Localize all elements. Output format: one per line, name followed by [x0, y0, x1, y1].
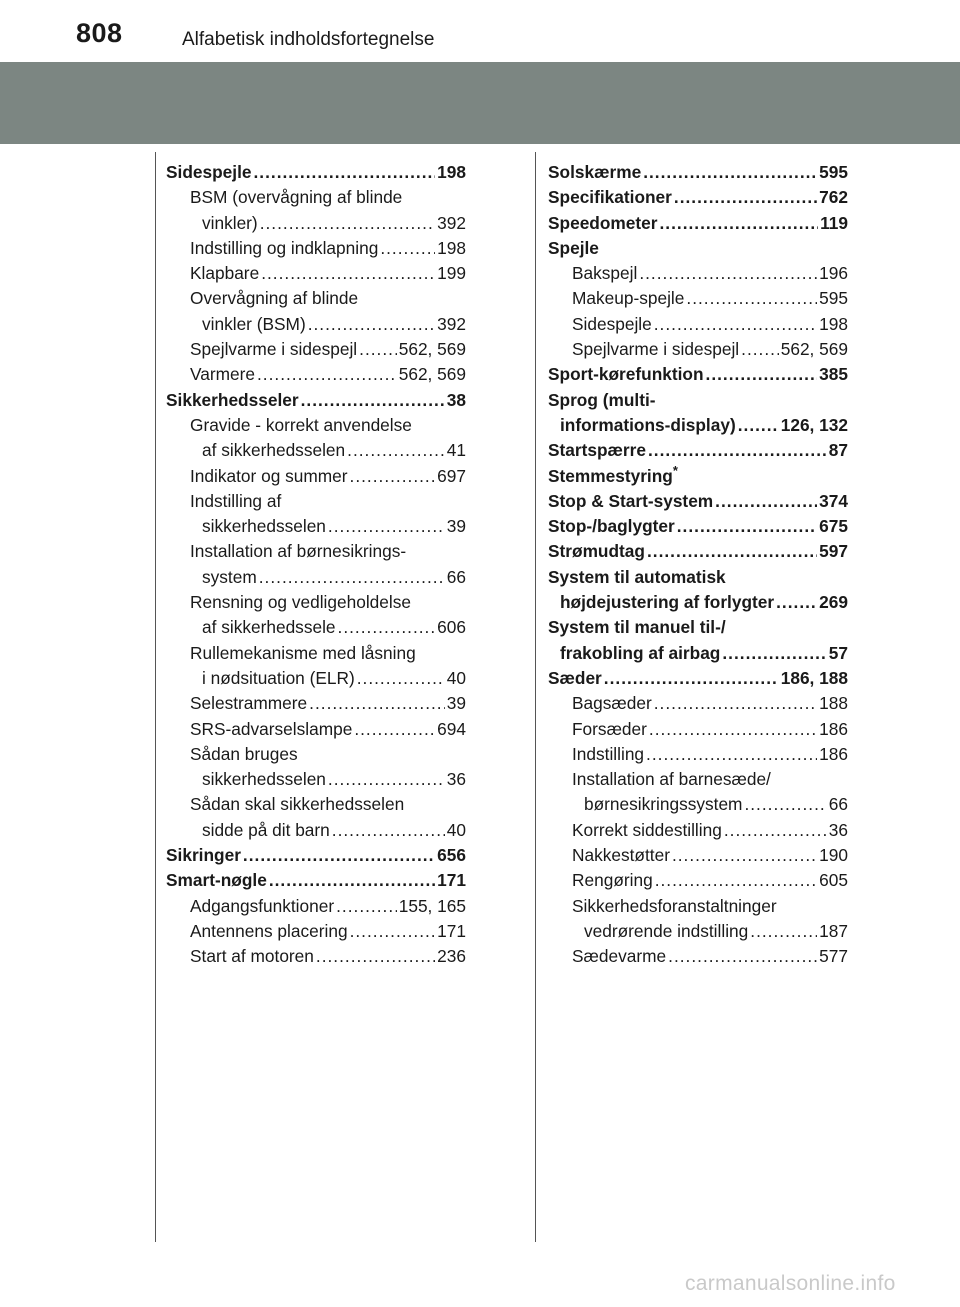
entry-term: Stop-/baglygter — [548, 516, 675, 537]
entry-term-start: Rullemekanisme med låsning — [190, 642, 416, 663]
entry-term: i nødsituation (ELR) — [202, 667, 355, 688]
entry-term: Indstilling og indklapning — [190, 237, 379, 258]
entry-term-start: Installation af børnesikrings- — [190, 541, 407, 562]
entry-page: 595 — [819, 288, 848, 309]
entry-page: 38 — [446, 389, 466, 410]
entry-term: Startspærre — [548, 440, 646, 461]
entry-term: Sæder — [548, 667, 602, 688]
entry-term: Sidespejle — [572, 313, 652, 334]
entry-term: børnesikringssystem — [584, 794, 743, 815]
index-entry — [548, 362, 848, 387]
index-subentry — [548, 818, 848, 843]
index-subentry — [166, 362, 466, 387]
entry-term: Spejlvarme i sidespejl — [190, 339, 358, 360]
entry-term: sikkerhedsselen — [202, 516, 326, 537]
entry-term: Nakkestøtter — [572, 845, 670, 866]
index-subentry — [166, 894, 466, 919]
index-entry — [548, 565, 848, 616]
entry-term-start: Installation af barnesæde/ — [572, 769, 771, 790]
entry-term: Rengøring — [572, 870, 653, 891]
entry-term-start: Sådan skal sikkerhedsselen — [190, 794, 405, 815]
entry-page: 236 — [437, 946, 466, 967]
entry-page: 198 — [437, 237, 466, 258]
entry-term: Spejlvarme i sidespejl — [572, 339, 740, 360]
index-subentry — [166, 337, 466, 362]
entry-term-start: Sådan bruges — [190, 743, 298, 764]
asterisk-mark: * — [672, 462, 678, 478]
page-number: 808 — [76, 18, 123, 48]
entry-page: 595 — [819, 162, 848, 182]
index-entry — [548, 388, 848, 439]
entry-page: 155, 165 — [398, 895, 466, 916]
entry-term: Specifikationer — [548, 187, 672, 208]
entry-page: 577 — [819, 946, 848, 967]
entry-page: 562, 569 — [398, 364, 466, 385]
left-column-rule — [155, 152, 156, 1242]
entry-page: 57 — [828, 642, 848, 663]
entry-page: 694 — [437, 718, 466, 739]
entry-page: 675 — [819, 516, 848, 537]
entry-term: Makeup-spejle — [572, 288, 685, 309]
index-subentry — [166, 185, 466, 236]
entry-term: vinkler) — [202, 212, 258, 233]
entry-term-start: System til manuel til-/ — [548, 617, 726, 638]
entry-term: Forsæder — [572, 718, 647, 739]
entry-term-start: Sikkerhedsforanstaltninger — [572, 895, 777, 916]
entry-term: sidde på dit barn — [202, 819, 330, 840]
index-entry — [548, 160, 848, 185]
entry-page: 66 — [828, 794, 848, 815]
entry-page: 562, 569 — [398, 339, 466, 360]
entry-term: Varmere — [190, 364, 255, 385]
entry-page: 196 — [819, 263, 848, 284]
entry-page: 656 — [437, 845, 466, 866]
index-subentry — [166, 944, 466, 969]
entry-term: Korrekt siddestilling — [572, 819, 722, 840]
entry-page: 40 — [446, 667, 466, 688]
entry-term: Stop & Start-system — [548, 490, 714, 511]
index-subentry — [548, 767, 848, 818]
entry-term: SRS-advarselslampe — [190, 718, 353, 739]
entry-term: af sikkerhedssele — [202, 617, 336, 638]
entry-page: 186, 188 — [780, 667, 848, 688]
index-subentry — [548, 868, 848, 893]
entry-page: 186 — [819, 718, 848, 739]
entry-term-start: Overvågning af blinde — [190, 288, 359, 309]
entry-page: 269 — [819, 592, 848, 613]
index-entry — [166, 160, 466, 185]
watermark: carmanualsonline.info — [685, 1272, 896, 1295]
index-subentry — [548, 312, 848, 337]
entry-term-start: System til automatisk — [548, 566, 726, 587]
index-subentry — [548, 337, 848, 362]
index-entry — [166, 388, 466, 413]
entry-term: Smart-nøgle — [166, 870, 267, 891]
entry-term: Spejle — [548, 237, 599, 258]
entry-page: 126, 132 — [780, 414, 848, 435]
index-subentry — [166, 236, 466, 261]
entry-page: 36 — [828, 819, 848, 840]
index-entry — [548, 185, 848, 210]
entry-term: vinkler (BSM) — [202, 313, 306, 334]
index-subentry — [548, 286, 848, 311]
entry-term: af sikkerhedsselen — [202, 440, 346, 461]
entry-page: 188 — [819, 693, 848, 714]
entry-page: 198 — [819, 313, 848, 334]
entry-term: informations-display) — [560, 414, 736, 435]
index-subentry — [166, 539, 466, 590]
entry-page: 392 — [437, 313, 466, 334]
index-subentry — [166, 919, 466, 944]
entry-term: Strømudtag — [548, 541, 645, 562]
entry-term: Adgangsfunktioner — [190, 895, 335, 916]
index-entry — [548, 211, 848, 236]
entry-term-start: Rensning og vedligeholdelse — [190, 592, 411, 613]
entry-term-start: Sprog (multi- — [548, 389, 656, 410]
entry-page: 190 — [819, 845, 848, 866]
entry-page: 186 — [819, 743, 848, 764]
index-subentry — [548, 944, 848, 969]
index-column-left — [166, 160, 466, 970]
entry-term: Antennens placering — [190, 920, 348, 941]
index-subentry — [166, 590, 466, 641]
page-title: Alfabetisk indholdsfortegnelse — [182, 29, 435, 50]
entry-page: 605 — [819, 870, 848, 891]
entry-page: 87 — [828, 440, 848, 461]
entry-term: Sikringer — [166, 845, 241, 866]
index-subentry — [166, 464, 466, 489]
entry-term: sikkerhedsselen — [202, 769, 326, 790]
index-entry — [548, 438, 848, 463]
entry-term-start: Indstilling af — [190, 490, 282, 511]
entry-page: 762 — [819, 187, 848, 208]
entry-term: Indikator og summer — [190, 465, 348, 486]
index-column-right — [548, 160, 848, 970]
entry-page: 597 — [819, 541, 848, 562]
index-entry — [548, 666, 848, 691]
entry-page: 187 — [819, 920, 848, 941]
index-subentry — [166, 792, 466, 843]
index-subentry — [166, 489, 466, 540]
right-column-rule — [535, 152, 536, 1242]
index-subentry — [548, 742, 848, 767]
index-subentry — [166, 691, 466, 716]
entry-term: Sædevarme — [572, 946, 667, 967]
index-entry — [548, 489, 848, 514]
entry-term-start: Gravide - korrekt anvendelse — [190, 414, 412, 435]
index-subentry — [166, 286, 466, 337]
index-subentry — [166, 717, 466, 742]
index-entry — [166, 868, 466, 893]
entry-term: Bakspejl — [572, 263, 638, 284]
entry-page: 697 — [437, 465, 466, 486]
entry-term: system — [202, 566, 257, 587]
entry-term: Bagsæder — [572, 693, 652, 714]
entry-term: Stemmestyring — [548, 465, 673, 486]
index-entry — [548, 464, 848, 489]
entry-term: Speedometer — [548, 212, 658, 233]
page-header — [0, 0, 960, 62]
index-subentry — [166, 742, 466, 793]
entry-term: frakobling af airbag — [560, 642, 721, 663]
index-entry — [548, 539, 848, 564]
entry-page: 198 — [437, 162, 466, 182]
entry-term: Klapbare — [190, 263, 260, 284]
entry-page: 199 — [437, 263, 466, 284]
entry-page: 39 — [446, 516, 466, 537]
entry-page: 39 — [446, 693, 466, 714]
index-entry — [548, 615, 848, 666]
entry-page: 36 — [446, 769, 466, 790]
index-subentry — [548, 894, 848, 945]
index-subentry — [548, 691, 848, 716]
entry-page: 385 — [819, 364, 848, 385]
entry-page: 40 — [446, 819, 466, 840]
entry-term-start: BSM (overvågning af blinde — [190, 187, 403, 208]
entry-page: 171 — [437, 870, 466, 891]
entry-page: 606 — [437, 617, 466, 638]
index-subentry — [166, 261, 466, 286]
entry-term: Sport-kørefunktion — [548, 364, 704, 385]
entry-term: højdejustering af forlygter — [560, 592, 775, 613]
index-entry — [166, 843, 466, 868]
entry-term: Indstilling — [572, 743, 645, 764]
index-subentry — [548, 717, 848, 742]
index-entry — [548, 514, 848, 539]
index-entry — [548, 236, 848, 261]
entry-term: Start af motoren — [190, 946, 314, 967]
entry-term: Sidespejle — [166, 162, 252, 182]
entry-term: Selestrammere — [190, 693, 308, 714]
header-band — [0, 62, 960, 144]
entry-page: 119 — [820, 212, 848, 233]
entry-page: 41 — [446, 440, 466, 461]
entry-page: 374 — [819, 490, 848, 511]
entry-page: 562, 569 — [780, 339, 848, 360]
index-subentry — [548, 843, 848, 868]
entry-page: 66 — [446, 566, 466, 587]
entry-term: Solskærme — [548, 162, 642, 182]
index-subentry — [166, 641, 466, 692]
entry-page: 392 — [437, 212, 466, 233]
entry-term: Sikkerhedsseler — [166, 389, 299, 410]
index-subentry — [548, 261, 848, 286]
entry-page: 171 — [437, 920, 466, 941]
index-subentry — [166, 413, 466, 464]
entry-term: vedrørende indstilling — [584, 920, 749, 941]
